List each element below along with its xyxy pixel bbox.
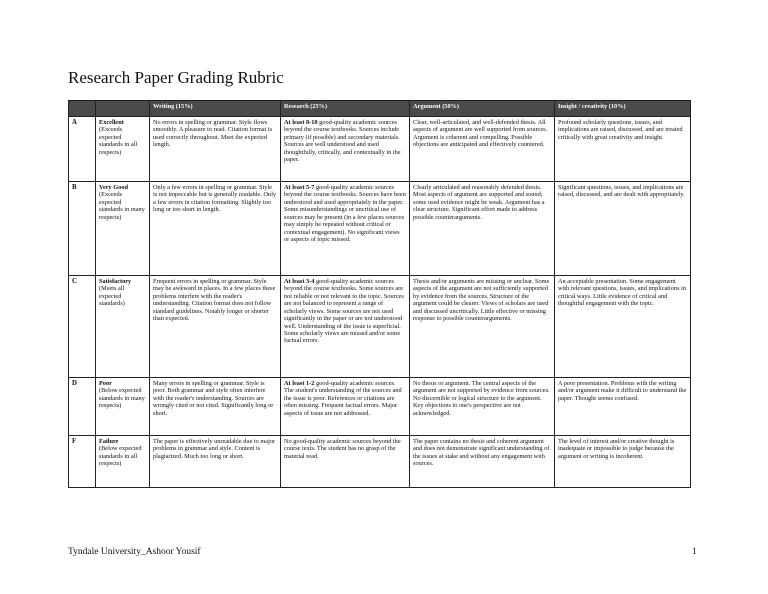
research-lead: At least 8-10 — [284, 119, 318, 126]
writing-cell: Only a few errors in spelling or grammar. Style is not impeccable but is generally readable. Only a few errors in citation formatting. Slightly too long or too short in length. — [150, 182, 281, 276]
header-cell-grade — [69, 101, 96, 117]
writing-cell: Frequent errors in spelling or grammar. Style may be awkward in places. In a few places these problems interfere with the reader's understanding. Citation format does not follow standard guidelines. Notably longer or shorter than expected. — [150, 276, 281, 378]
table-row — [69, 276, 691, 378]
writing-cell: No errors in spelling or grammar. Style flows smoothly. A pleasure to read. Citation format is used correctly throughout. Meet the expected length. — [150, 117, 281, 182]
insight-cell: The level of interest and/or creative thought is inadequate or impossible to judge because the argument or writing is incoherent. — [555, 436, 691, 488]
header-cell-writing: Writing (15%) — [150, 101, 281, 117]
research-text: good-quality academic sources. The student's understanding of the sources and the issue is poor. References or citations are often missing. Frequent factual errors. Major aspects of issue are not addressed. — [284, 380, 402, 417]
argument-cell: Clearly articulated and reasonably defended thesis. Most aspects of argument are supported and sound; some used evidence might be weak. Argument has a clear structure. Significant effort made to address possible counterarguments. — [410, 182, 555, 276]
grade-cell: A — [69, 117, 96, 182]
argument-cell: Thesis and/or arguments are missing or unclear. Some aspects of the argument are not sufficiently supported by evidence from the sources. Structure of the argument could be clearer. Views of scholars are used and discussed uncritically. Little effective or missing response to possible counterarguments. — [410, 276, 555, 378]
level-description: (Meets all expected standards) — [99, 285, 125, 308]
table-row — [69, 117, 691, 182]
insight-cell: Profound scholarly questions, issues, and implications are raised, discussed, and are treated critically with great creativity and insight. — [555, 117, 691, 182]
research-cell — [281, 378, 410, 436]
level-name: Excellent — [99, 119, 124, 126]
research-cell — [281, 276, 410, 378]
level-name: Very Good — [99, 184, 128, 191]
level-cell — [96, 436, 150, 488]
research-text: good-quality academic sources beyond the course textbooks. Sources include primary (if possible) and secondary materials. Sources are well understood and used thoughtfully, critically, and contextually in the paper. — [284, 119, 401, 164]
writing-cell: The paper is effectively unreadable due to major problems in grammar and style. Content is plagiarized. Much too long or short. — [150, 436, 281, 488]
argument-cell: No thesis or argument. The central aspects of the argument are not supported by evidence from sources. No discernible or logical structure to the argument. Key objections to one's perspective are not acknowledged. — [410, 378, 555, 436]
header-cell-research: Research (25%) — [281, 101, 410, 117]
research-lead: At least 5-7 — [284, 184, 315, 191]
insight-cell: A poor presentation. Problems with the writing and/or argument make it difficult to understand the paper. Thought seems confused. — [555, 378, 691, 436]
research-lead: At least 3-4 — [284, 278, 315, 285]
level-description: (Exceeds expected standards in all respects) — [99, 126, 138, 156]
level-cell — [96, 117, 150, 182]
research-cell — [281, 117, 410, 182]
page-title: Research Paper Grading Rubric — [68, 68, 284, 87]
grade-cell: D — [69, 378, 96, 436]
page-number: 1 — [692, 547, 697, 557]
grade-cell: B — [69, 182, 96, 276]
research-lead: At least 1-2 — [284, 380, 315, 387]
level-cell — [96, 276, 150, 378]
research-text: good-quality academic sources beyond the course textbooks. Some sources are not reliable or not relevant to the topic. Sources are not balanced to represent a range of scholarly views. Some sources are not used significantly in the paper or are not understood well. Understanding of the issue is superficial. Some scholarly views are missed and/or some factual errors. — [284, 278, 404, 345]
table-row — [69, 182, 691, 276]
level-description: (Exceeds expected standards in many respects) — [99, 191, 145, 221]
header-cell-level — [96, 101, 150, 117]
level-name: Failure — [99, 438, 119, 445]
research-cell — [281, 182, 410, 276]
argument-cell: Clear, well-articulated, and well-defended thesis. All aspects of argument are well supported from sources. Argument is coherent and compelling. Possible objections are anticipated and effectively countered. — [410, 117, 555, 182]
table-row — [69, 436, 691, 488]
grade-cell: F — [69, 436, 96, 488]
header-row — [69, 101, 691, 117]
research-cell: No good-quality academic sources beyond the course texts. The student has no grasp of the material read. — [281, 436, 410, 488]
level-description: (Below expected standards in many respects) — [99, 387, 145, 410]
table-row — [69, 378, 691, 436]
level-description: (Below expected standards in all respects) — [99, 445, 142, 468]
footer-author: Tyndale University_Ashoor Yousif — [68, 547, 201, 557]
insight-cell: Significant questions, issues, and implications are raised, discussed, and are dealt with appropriately. — [555, 182, 691, 276]
research-text: good-quality academic sources beyond the course textbooks. Sources have been understood and used appropriately in the paper. Some misunderstandings or uncritical use of sources may be present (in a few places sources may simply be repeated without critical or contextual engagement). No significant views or aspects of topic missed. — [284, 184, 406, 243]
writing-cell: Many errors in spelling or grammar. Style is poor. Both grammar and style often interfere with the reader's understanding. Sources are wrongly cited or not cited. Significantly long or short. — [150, 378, 281, 436]
header-cell-argument: Argument (50%) — [410, 101, 555, 117]
insight-cell: An acceptable presentation. Some engagement with relevant questions, issues, and implications in critical ways. Little evidence of critical and thoughtful engagement with the topic. — [555, 276, 691, 378]
level-cell — [96, 182, 150, 276]
level-name: Poor — [99, 380, 112, 387]
level-cell — [96, 378, 150, 436]
header-cell-insight: Insight / creativity (10%) — [555, 101, 691, 117]
argument-cell: The paper contains no thesis and coherent argument and does not demonstrate significant understanding of the issues at stake and without any engagement with sources. — [410, 436, 555, 488]
level-name: Satisfactory — [99, 278, 132, 285]
rubric-table — [68, 100, 691, 488]
grade-cell: C — [69, 276, 96, 378]
